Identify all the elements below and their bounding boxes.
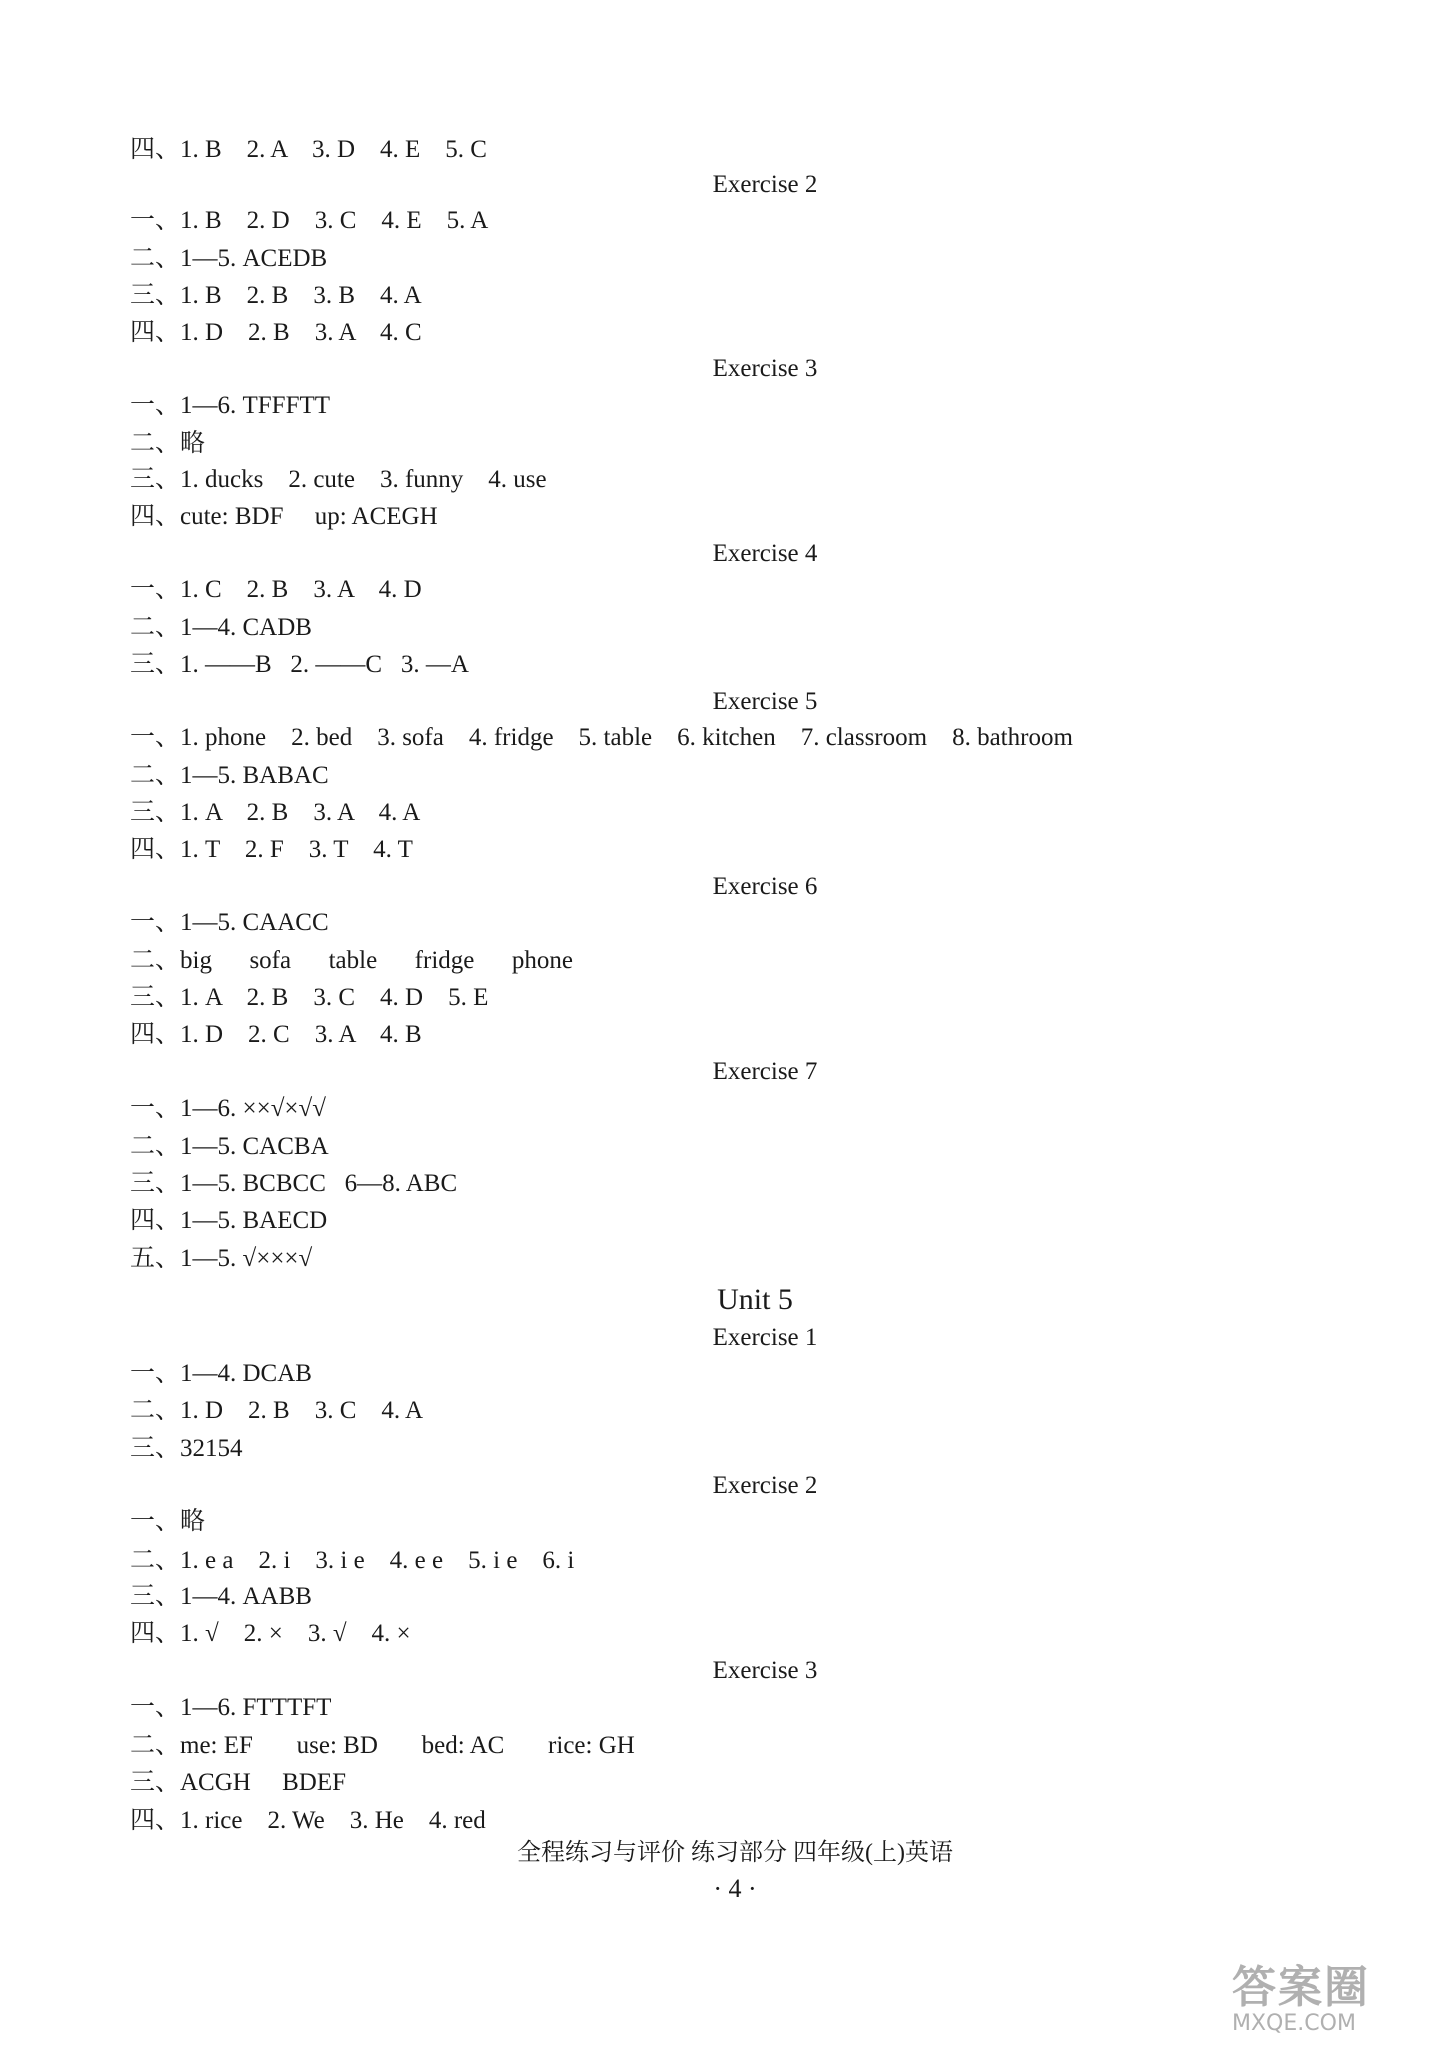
answer-line: 三、1—5. BCBCC 6—8. ABC (130, 1170, 458, 1197)
answer-line: 二、1. D 2. B 3. C 4. A (130, 1397, 424, 1424)
exercise-heading: Exercise 2 (712, 171, 818, 198)
answer-line: 一、1. C 2. B 3. A 4. D (130, 576, 422, 603)
answer-line: 四、1. rice 2. We 3. He 4. red (130, 1807, 486, 1834)
answer-line: 四、1. B 2. A 3. D 4. E 5. C (130, 136, 487, 163)
answer-line: 五、1—5. √×××√ (130, 1245, 313, 1272)
exercise-heading: Exercise 2 (712, 1472, 818, 1499)
watermark-brand: 答案圈 (1232, 1962, 1370, 2013)
answer-line: 二、1—5. CACBA (130, 1133, 329, 1160)
unit-title: Unit 5 (717, 1283, 793, 1316)
answer-line: 四、1. D 2. C 3. A 4. B (130, 1021, 422, 1048)
watermark-url: MXQE.COM (1232, 2011, 1356, 2036)
answer-line: 二、1—5. ACEDB (130, 245, 328, 272)
exercise-heading: Exercise 3 (712, 1657, 818, 1684)
answer-line: 一、1—6. TFFFTT (130, 392, 331, 419)
answer-line: 一、1—6. FTTTFT (130, 1694, 332, 1721)
answer-line: 三、1. A 2. B 3. C 4. D 5. E (130, 984, 489, 1011)
answer-line: 四、1. D 2. B 3. A 4. C (130, 319, 422, 346)
answer-line: 二、1—5. BABAC (130, 762, 329, 789)
answer-line: 四、1—5. BAECD (130, 1207, 328, 1234)
answer-line: 一、1—6. ××√×√√ (130, 1095, 326, 1122)
answer-line: 一、略 (130, 1508, 206, 1535)
answer-line: 二、big sofa table fridge phone (130, 947, 573, 974)
answer-line: 一、1—5. CAACC (130, 909, 329, 936)
watermark-logo (1232, 1964, 1422, 2039)
answer-line: 二、略 (130, 430, 206, 457)
answer-line: 三、1. ducks 2. cute 3. funny 4. use (130, 466, 547, 493)
answer-line: 一、1—4. DCAB (130, 1360, 312, 1387)
answer-line: 三、32154 (130, 1435, 243, 1462)
answer-line: 三、ACGH BDEF (130, 1769, 346, 1796)
answer-line: 三、1. B 2. B 3. B 4. A (130, 282, 422, 309)
exercise-heading: Exercise 7 (712, 1058, 818, 1085)
answer-line: 四、1. √ 2. × 3. √ 4. × (130, 1620, 411, 1647)
page-number: · 4 · (713, 1874, 757, 1903)
answer-line: 一、1. phone 2. bed 3. sofa 4. fridge 5. table 6. kitchen 7. classroom 8. bathroom (130, 724, 1073, 751)
answer-line: 二、1—4. CADB (130, 614, 312, 641)
answer-line: 二、1. e a 2. i 3. i e 4. e e 5. i e 6. i (130, 1547, 575, 1574)
answer-line: 四、1. T 2. F 3. T 4. T (130, 836, 413, 863)
exercise-heading: Exercise 3 (712, 355, 818, 382)
book-footer: 全程练习与评价 练习部分 四年级(上)英语 (517, 1840, 953, 1866)
exercise-heading: Exercise 6 (712, 873, 818, 900)
answer-line: 四、cute: BDF up: ACEGH (130, 503, 438, 530)
answer-line: 三、1. A 2. B 3. A 4. A (130, 799, 421, 826)
answer-line: 一、1. B 2. D 3. C 4. E 5. A (130, 207, 489, 234)
answer-line: 三、1—4. AABB (130, 1583, 312, 1610)
answer-line: 三、1. ——B 2. ——C 3. —A (130, 651, 469, 678)
exercise-heading: Exercise 5 (712, 688, 818, 715)
answer-line: 二、me: EF use: BD bed: AC rice: GH (130, 1732, 635, 1759)
exercise-heading: Exercise 4 (712, 540, 818, 567)
exercise-heading: Exercise 1 (712, 1324, 818, 1351)
